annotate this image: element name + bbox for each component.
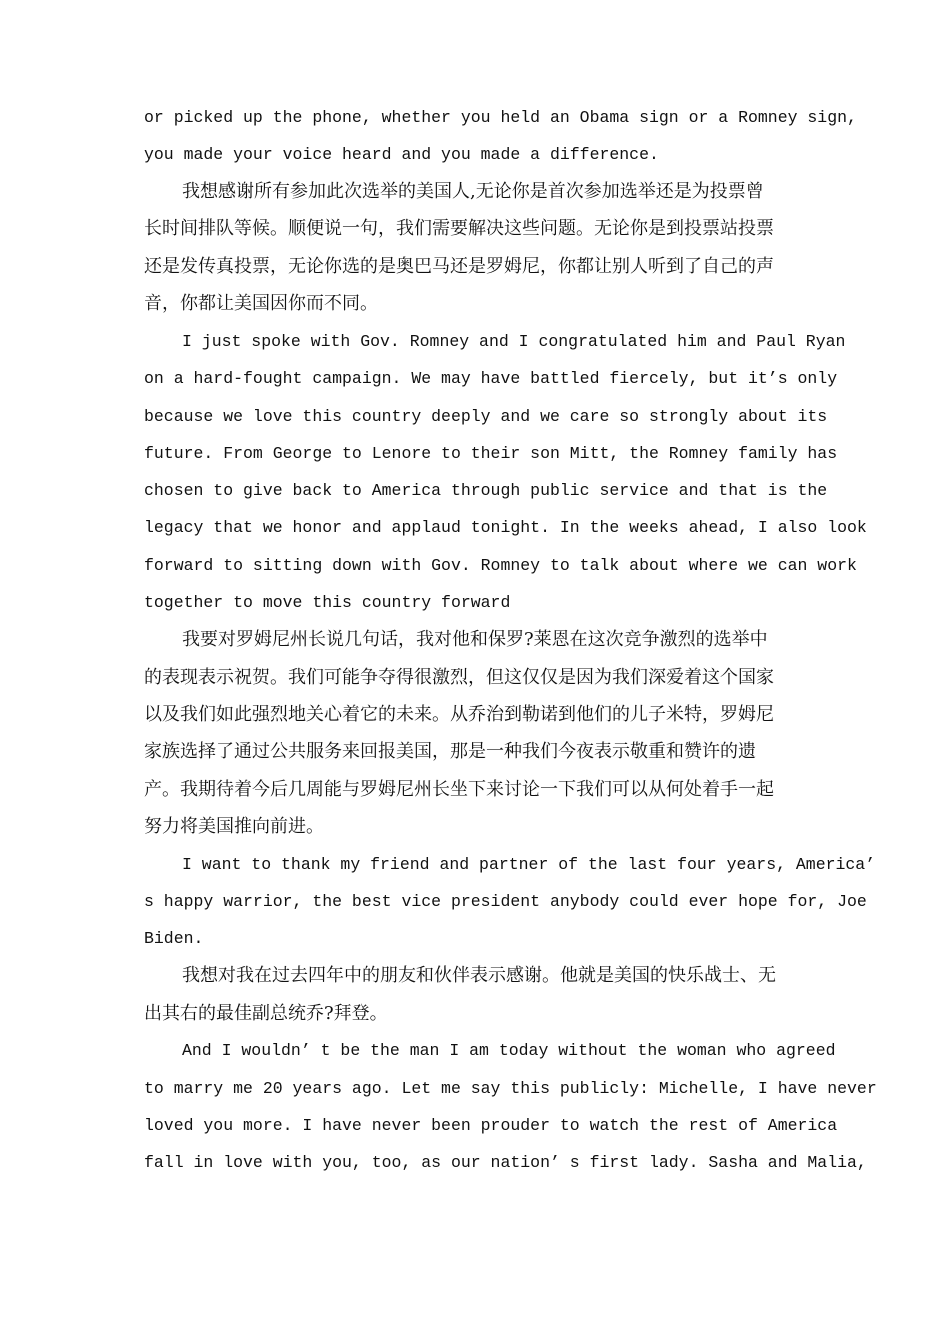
text-line: because we love this country deeply and we care so strongly about its [144, 407, 828, 426]
text-line: together to move this country forward [144, 593, 511, 612]
text-line: loved you more. I have never been prouder to watch the rest of America [144, 1116, 838, 1135]
text-line: 我想感谢所有参加此次选举的美国人,无论你是首次参加选举还是为投票曾 [182, 181, 764, 202]
text-line: 我想对我在过去四年中的朋友和伙伴表示感谢。他就是美国的快乐战士、无 [182, 965, 776, 986]
text-line: or picked up the phone, whether you held an Obama sign or a Romney sign, [144, 108, 857, 127]
text-line: chosen to give back to America through public service and that is the [144, 481, 828, 500]
text-line: 长时间排队等候。顺便说一句，我们需要解决这些问题。无论你是到投票站投票 [144, 218, 774, 239]
text-line: fall in love with you, too, as our nation’ s first lady. Sasha and Malia, [144, 1153, 867, 1172]
text-line: 我要对罗姆尼州长说几句话，我对他和保罗?莱恩在这次竞争激烈的选举中 [182, 629, 768, 650]
text-line: s happy warrior, the best vice president anybody could ever hope for, Joe [144, 892, 867, 911]
text-line: future. From George to Lenore to their son Mitt, the Romney family has [144, 444, 838, 463]
text-line: And I wouldn’ t be the man I am today without the woman who agreed [182, 1041, 836, 1060]
text-line: to marry me 20 years ago. Let me say this publicly: Michelle, I have never [144, 1079, 877, 1098]
text-line: 的表现表示祝贺。我们可能争夺得很激烈，但这仅仅是因为我们深爱着这个国家 [144, 667, 774, 688]
text-line: 努力将美国推向前进。 [144, 816, 324, 837]
text-line: 产。我期待着今后几周能与罗姆尼州长坐下来讨论一下我们可以从何处着手一起 [144, 779, 774, 800]
text-line: 家族选择了通过公共服务来回报美国，那是一种我们今夜表示敬重和赞许的遗 [144, 741, 756, 762]
text-line: I just spoke with Gov. Romney and I congratulated him and Paul Ryan [182, 332, 846, 351]
text-line: 音，你都让美国因你而不同。 [144, 293, 378, 314]
text-line: 出其右的最佳副总统乔?拜登。 [144, 1003, 388, 1024]
text-line: I want to thank my friend and partner of the last four years, America’ [182, 855, 876, 874]
text-line: you made your voice heard and you made a difference. [144, 145, 659, 164]
text-line: legacy that we honor and applaud tonight. In the weeks ahead, I also look [144, 518, 867, 537]
text-line: Biden. [144, 929, 204, 948]
text-line: on a hard-fought campaign. We may have battled fiercely, but it’s only [144, 369, 838, 388]
text-line: 以及我们如此强烈地关心着它的未来。从乔治到勒诺到他们的儿子米特，罗姆尼 [144, 704, 774, 725]
text-line: forward to sitting down with Gov. Romney to talk about where we can work [144, 556, 857, 575]
text-line: 还是发传真投票，无论你选的是奥巴马还是罗姆尼，你都让别人听到了自己的声 [144, 256, 774, 277]
